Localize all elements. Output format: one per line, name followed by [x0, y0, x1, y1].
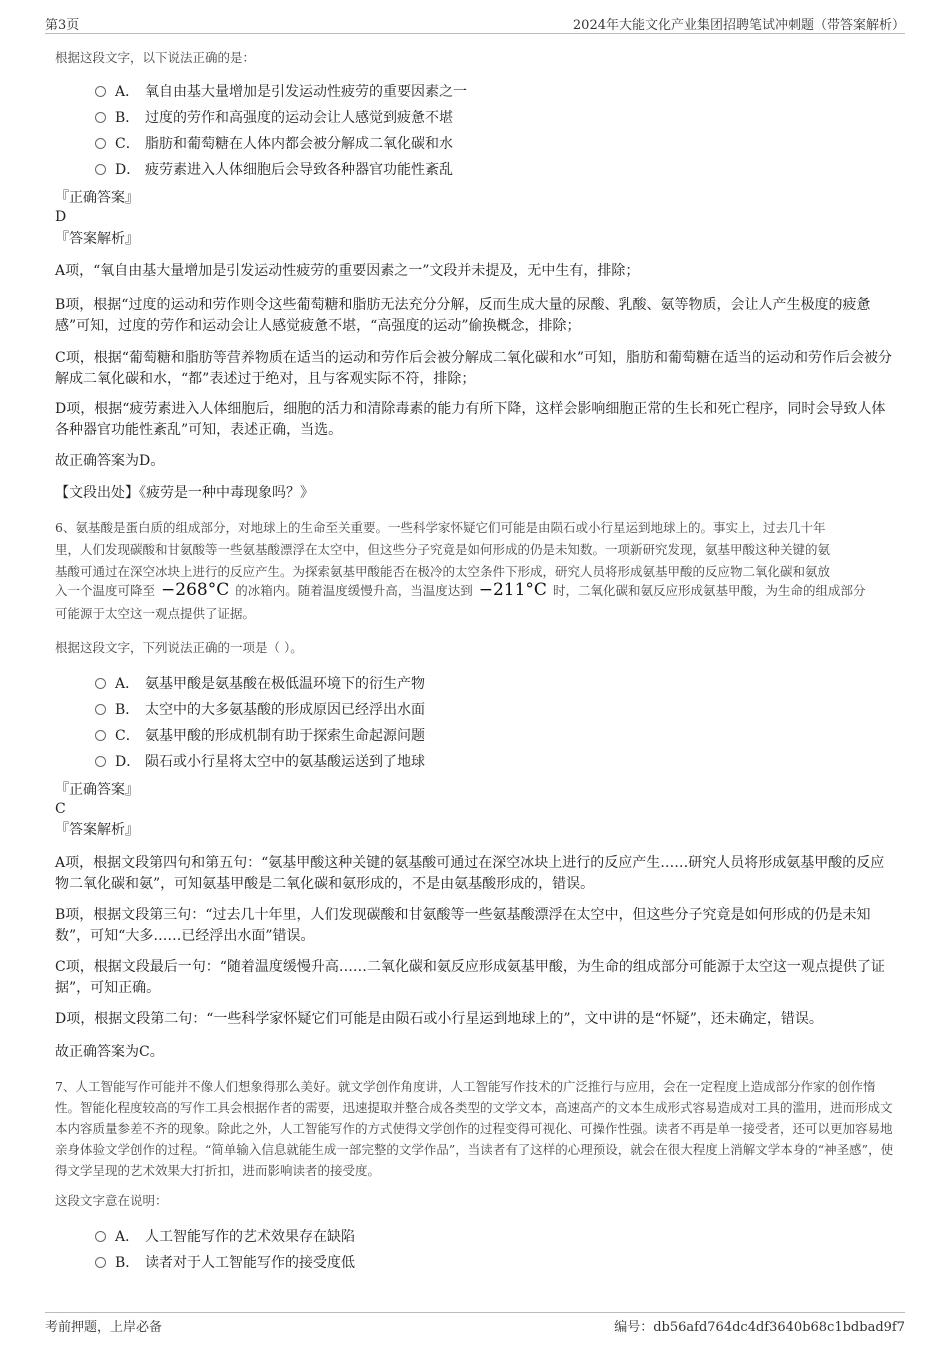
q6-passage-line-4: 入一个温度可降至 −268°C 的冰箱内。随着温度缓慢升高，当温度达到 −211°C 时，二氧化碳和氨反应形成氨基甲酸，为生命的组成部分 [55, 580, 866, 600]
radio-icon[interactable] [95, 756, 106, 767]
q6-passage-line-2: 里，人们发现碳酸和甘氨酸等一些氨基酸漂浮在太空中，但这些分子究竟是如何形成的仍是未知数。一项新研究发现，氨基甲酸这种关键的氨 [55, 542, 831, 557]
q6-passage-line-5: 可能源于太空这一观点提供了证据。 [55, 606, 256, 621]
page-footer [45, 1312, 905, 1334]
q7-option-b[interactable]: B． 读者对于人工智能写作的接受度低 [95, 1253, 355, 1273]
document-id: 编号：db56afd764dc4df3640b68c1bdbad9f7 [614, 1320, 905, 1335]
q5-answer-label: 『正确答案』 [55, 190, 139, 206]
q6-prompt: 根据这段文字，下列说法正确的一项是（ ）。 [55, 640, 303, 655]
radio-icon[interactable] [95, 1257, 106, 1268]
document-title: 2024年大能文化产业集团招聘笔试冲刺题（带答案解析） [572, 18, 905, 33]
q5-prompt: 根据这段文字，以下说法正确的是： [55, 50, 256, 65]
q5-option-a[interactable]: A． 氧自由基大量增加是引发运动性疲劳的重要因素之一 [95, 82, 467, 102]
radio-icon[interactable] [95, 1231, 106, 1242]
q7-option-a[interactable]: A． 人工智能写作的艺术效果存在缺陷 [95, 1227, 355, 1247]
q6-answer: C [55, 801, 66, 817]
q6-option-c[interactable]: C． 氨基甲酸的形成机制有助于探索生命起源问题 [95, 726, 425, 746]
footer-slogan: 考前押题，上岸必备 [45, 1320, 163, 1335]
radio-icon[interactable] [95, 138, 106, 149]
q5-analysis-d: D项，根据“疲劳素进入人体细胞后，细胞的活力和清除毒素的能力有所下降，这样会影响细胞正常的生长和死亡程序，同时会导致人体各种器官功能性紊乱”可知，表述正确，当选。 [55, 401, 886, 438]
radio-icon[interactable] [95, 678, 106, 689]
q5-option-b[interactable]: B． 过度的劳作和高强度的运动会让人感觉到疲惫不堪 [95, 108, 453, 128]
radio-icon[interactable] [95, 730, 106, 741]
q6-passage-line-3: 基酸可通过在深空冰块上进行的反应产生。为探索氨基甲酸能否在极冷的太空条件下形成，研究人员将形成氨基甲酸的反应物二氧化碳和氨放 [55, 564, 831, 579]
radio-icon[interactable] [95, 164, 106, 175]
q5-analysis-b: B项，根据“过度的运动和劳作则令这些葡萄糖和脂肪无法充分分解，反而生成大量的尿酸、乳酸、氨等物质，会让人产生极度的疲惫感”可知，过度的劳作和运动会让人感觉疲惫不堪，“高强度的运动”偷换概念，排除； [55, 297, 871, 334]
q5-conclusion: 故正确答案为D。 [55, 453, 165, 469]
q6-option-d[interactable]: D． 陨石或小行星将太空中的氨基酸运送到了地球 [95, 752, 425, 772]
q5-analysis-c: C项，根据“葡萄糖和脂肪等营养物质在适当的运动和劳作后会被分解成二氧化碳和水”可知，脂肪和葡萄糖在适当的运动和劳作后会被分解成二氧化碳和水，“都”表述过于绝对，且与客观实际不符，排除； [55, 350, 893, 387]
q6-analysis-c: C项，根据文段最后一句：“随着温度缓慢升高……二氧化碳和氨反应形成氨基甲酸，为生命的组成部分可能源于太空这一观点提供了证据”，可知正确。 [55, 959, 885, 996]
q6-answer-label: 『正确答案』 [55, 782, 139, 798]
q5-source: 【文段出处】《疲劳是一种中毒现象吗？》 [55, 485, 314, 501]
q5-analysis-label: 『答案解析』 [55, 231, 139, 247]
q6-analysis-label: 『答案解析』 [55, 822, 139, 838]
q5-option-c[interactable]: C． 脂肪和葡萄糖在人体内都会被分解成二氧化碳和水 [95, 134, 453, 154]
q6-conclusion: 故正确答案为C。 [55, 1044, 164, 1060]
q6-passage-line-1: 6、氨基酸是蛋白质的组成部分，对地球上的生命至关重要。一些科学家怀疑它们可能是由陨石或小行星运到地球上的。事实上，过去几十年 [55, 520, 826, 535]
q6-option-a[interactable]: A． 氨基甲酸是氨基酸在极低温环境下的衍生产物 [95, 674, 425, 694]
q5-analysis-a: A项，“氧自由基大量增加是引发运动性疲劳的重要因素之一”文段并未提及，无中生有，排除； [55, 263, 640, 279]
temperature-low: −268°C [161, 580, 230, 600]
q6-option-b[interactable]: B． 太空中的大多氨基酸的形成原因已经浮出水面 [95, 700, 425, 720]
q6-analysis-b: B项，根据文段第三句：“过去几十年里，人们发现碳酸和甘氨酸等一些氨基酸漂浮在太空中，但这些分子究竟是如何形成的仍是未知数”，可知“大多……已经浮出水面”错误。 [55, 907, 871, 944]
radio-icon[interactable] [95, 704, 106, 715]
page-number: 第3页 [45, 18, 80, 33]
q5-option-d[interactable]: D． 疲劳素进入人体细胞后会导致各种器官功能性紊乱 [95, 160, 453, 180]
radio-icon[interactable] [95, 112, 106, 123]
temperature-high: −211°C [478, 580, 547, 600]
q6-analysis-d: D项，根据文段第二句：“一些科学家怀疑它们可能是由陨石或小行星运到地球上的”，文中讲的是“怀疑”，还未确定，错误。 [55, 1011, 823, 1027]
page-header [45, 14, 905, 34]
q6-analysis-a: A项，根据文段第四句和第五句：“氨基甲酸这种关键的氨基酸可通过在深空冰块上进行的反应产生……研究人员将形成氨基甲酸的反应物二氧化碳和氨”，可知氨基甲酸是二氧化碳和氨形成的，不是由氨基酸形成的，错误。 [55, 855, 885, 892]
q7-passage: 7、人工智能写作可能并不像人们想象得那么美好。就文学创作角度讲，人工智能写作技术的广泛推行与应用，会在一定程度上造成部分作家的创作惰性。智能化程度较高的写作工具会根据作者的需要，迅速提取并整合成各类型的文学文本，高速高产的文本生成形式容易造成对工具的滥用，进而形成文本内容质量参差不齐的现象。除此之外，人工智能写作的方式使得文学创作的过程变得可视化、可操作性强。读者不再是单一接受者，还可以更加容易地亲身体验文学创作的过程。“简单输入信息就能生成一部完整的文学作品”，当读者有了这样的心理预设，就会在很大程度上消解文学本身的“神圣感”，使得文学呈现的艺术效果大打折扣，进而影响读者的接受度。 [55, 1079, 894, 1178]
q5-answer: D [55, 209, 67, 225]
q7-prompt: 这段文字意在说明： [55, 1193, 168, 1208]
radio-icon[interactable] [95, 86, 106, 97]
